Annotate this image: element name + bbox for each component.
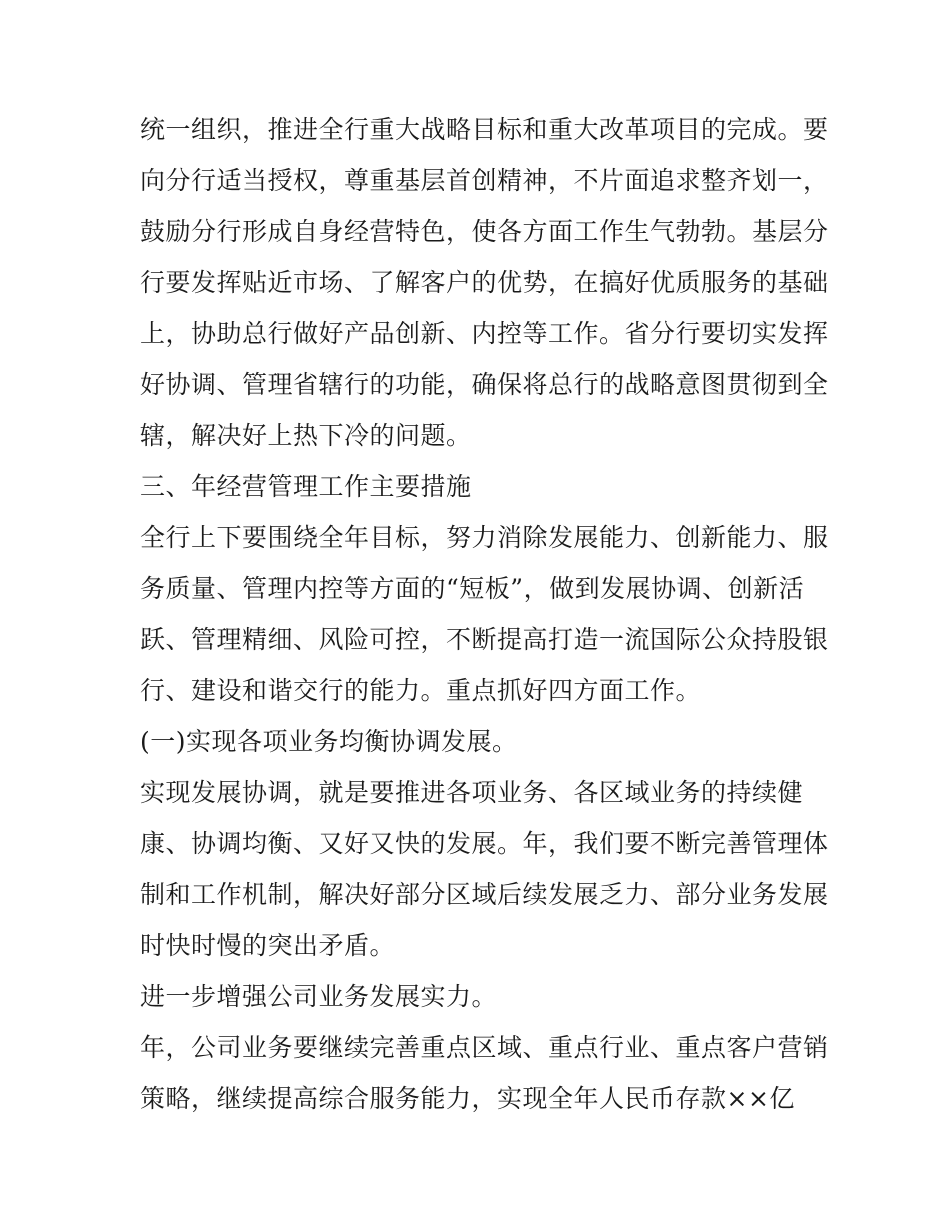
paragraph-line: 向分行适当授权，尊重基层首创精神，不片面追求整齐划一， [140,166,829,195]
paragraph-line: 好协调、管理省辖行的功能，确保将总行的战略意图贯彻到全 [140,370,829,399]
paragraph-line: 鼓励分行形成自身经营特色，使各方面工作生气勃勃。基层分 [140,217,829,246]
paragraph-line: 统一组织，推进全行重大战略目标和重大改革项目的完成。要 [140,115,829,144]
paragraph-line: 行要发挥贴近市场、了解客户的优势，在搞好优质服务的基础 [140,268,829,297]
paragraph-line: 行、建设和谐交行的能力。重点抓好四方面工作。 [140,676,702,705]
paragraph-line: 时快时慢的突出矛盾。 [140,931,396,960]
paragraph-line: 全行上下要围绕全年目标，努力消除发展能力、创新能力、服 [140,523,829,552]
paragraph-line: 制和工作机制，解决好部分区域后续发展乏力、部分业务发展 [140,880,829,909]
paragraph-line: 策略，继续提高综合服务能力，实现全年人民币存款××亿 [140,1084,795,1113]
paragraph-line: 实现发展协调，就是要推进各项业务、各区域业务的持续健 [140,778,804,807]
paragraph-line: 务质量、管理内控等方面的“短板”，做到发展协调、创新活 [140,574,805,603]
paragraph-line: 辖，解决好上热下冷的问题。 [140,421,472,450]
paragraph-line: 上，协助总行做好产品创新、内控等工作。省分行要切实发挥 [140,319,829,348]
paragraph-line: 康、协调均衡、又好又快的发展。年，我们要不断完善管理体 [140,829,829,858]
subsection-heading: (一)实现各项业务均衡协调发展。 [140,727,518,756]
paragraph-line: 年，公司业务要继续完善重点区域、重点行业、重点客户营销 [140,1033,829,1062]
paragraph-line: 跃、管理精细、风险可控，不断提高打造一流国际公众持股银 [140,625,829,654]
subsection-heading: 进一步增强公司业务发展实力。 [140,982,498,1011]
section-heading: 三、年经营管理工作主要措施 [140,472,472,501]
